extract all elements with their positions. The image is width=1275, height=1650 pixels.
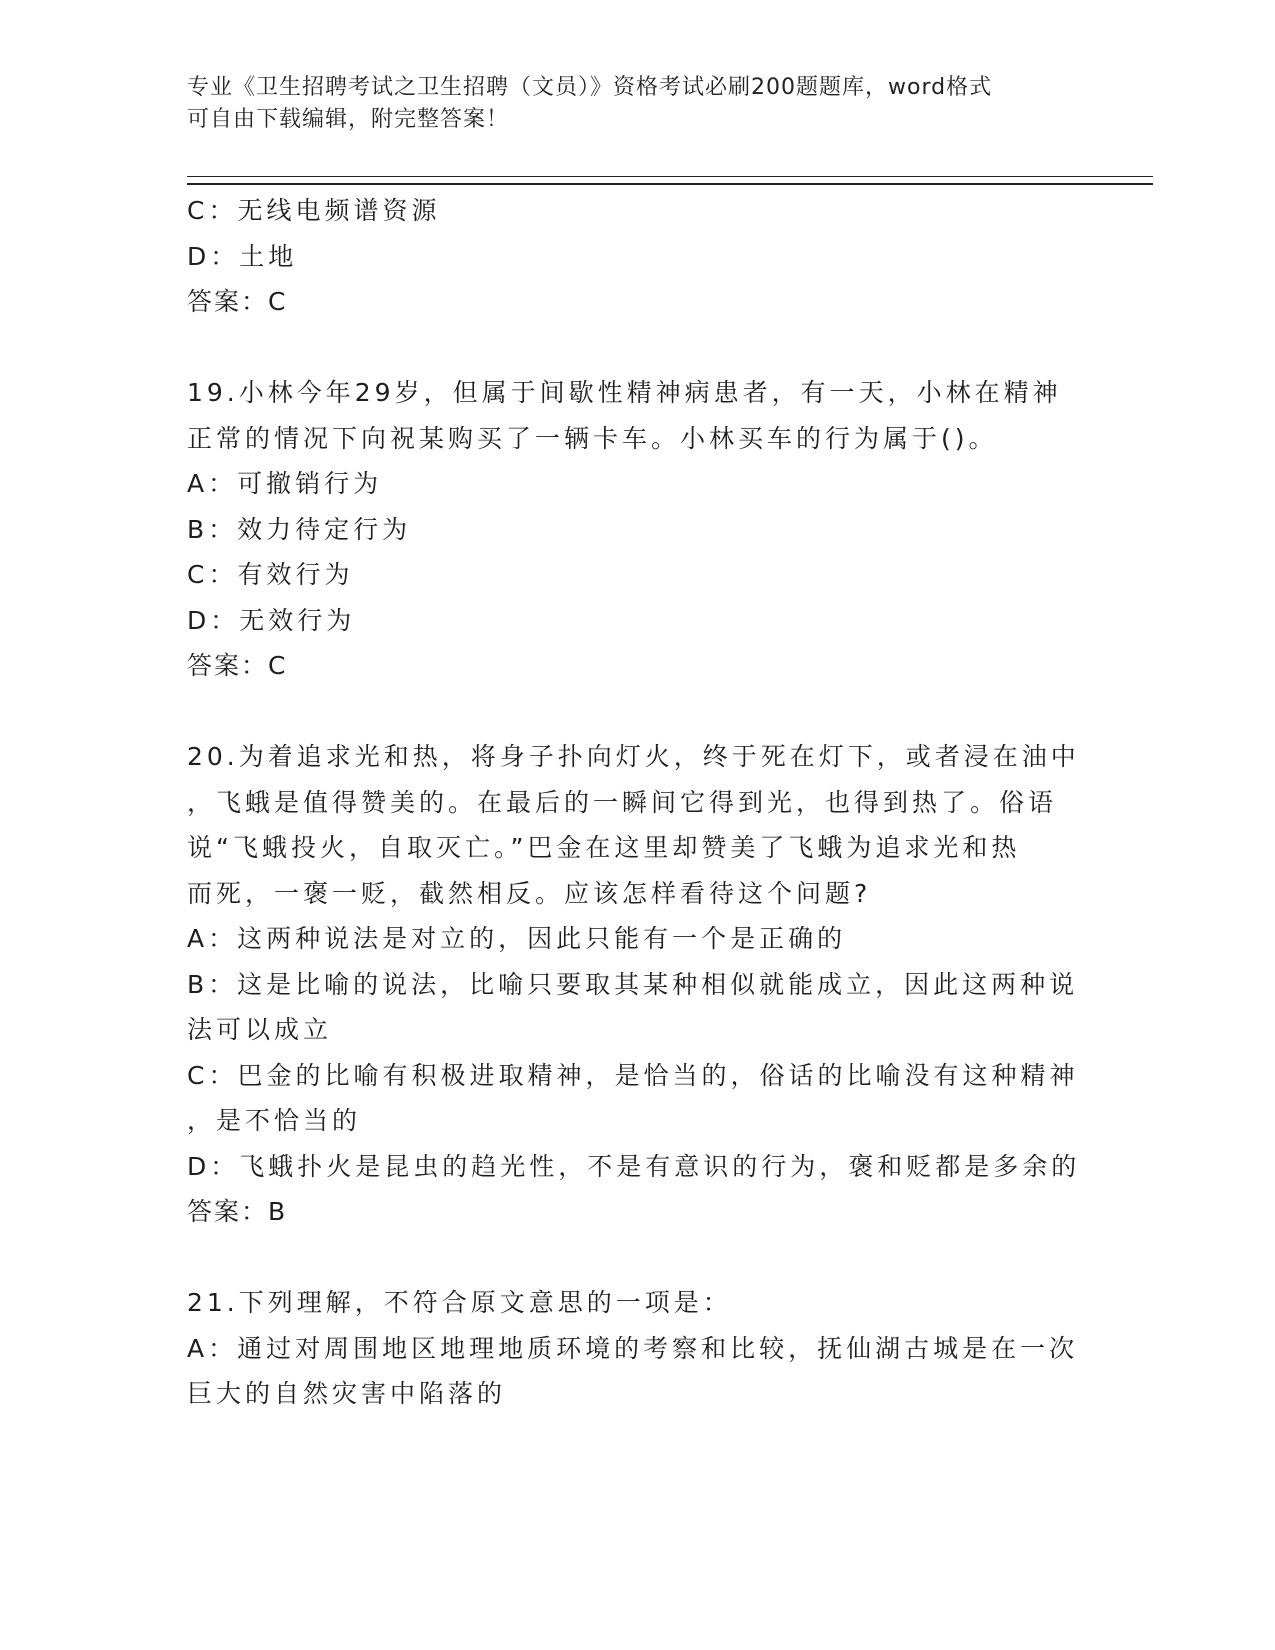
q20-stem-line-2: ，飞蛾是值得赞美的。在最后的一瞬间它得到光，也得到热了。俗语 bbox=[187, 787, 1058, 817]
q21-option-a-line-2: 巨大的自然灾害中陷落的 bbox=[187, 1379, 507, 1408]
q20-stem-line-4: 而死，一褒一贬，截然相反。应该怎样看待这个问题? bbox=[187, 878, 872, 908]
page-header bbox=[187, 72, 1067, 136]
question-18-tail bbox=[187, 188, 1087, 325]
q19-stem-line-2: 正常的情况下向祝某购买了一辆卡车。小林买车的行为属于()。 bbox=[187, 423, 998, 453]
q18-option-c: C：无线电频谱资源 bbox=[187, 196, 441, 225]
header-line-2: 可自由下载编辑，附完整答案！ bbox=[187, 107, 510, 132]
spacer bbox=[187, 1235, 1087, 1281]
q19-option-a: A：可撤销行为 bbox=[187, 469, 383, 498]
q19-stem-line-1: 19.小林今年29岁，但属于间歇性精神病患者，有一天，小林在精神 bbox=[187, 378, 1062, 407]
q20-option-a: A：这两种说法是对立的，因此只能有一个是正确的 bbox=[187, 924, 847, 953]
q18-option-d: D：土地 bbox=[187, 241, 298, 271]
q20-option-c-line-2: ，是不恰当的 bbox=[187, 1106, 362, 1135]
q20-stem-line-3: 说“飞蛾投火，自取灭亡。”巴金在这里却赞美了飞蛾为追求光和热 bbox=[187, 833, 1021, 862]
q19-option-c: C：有效行为 bbox=[187, 560, 354, 589]
q20-option-c-line-1: C：巴金的比喻有积极进取精神，是恰当的，俗话的比喻没有这种精神 bbox=[187, 1060, 1079, 1090]
question-21 bbox=[187, 1280, 1087, 1417]
q21-option-a-line-1: A：通过对周围地区地理地质环境的考察和比较，抚仙湖古城是在一次 bbox=[187, 1333, 1079, 1363]
q20-option-b-line-2: 法可以成立 bbox=[187, 1015, 333, 1044]
spacer bbox=[187, 689, 1087, 735]
q20-option-d: D：飞蛾扑火是昆虫的趋光性，不是有意识的行为，褒和贬都是多余的 bbox=[187, 1151, 1081, 1181]
q21-stem: 21.下列理解，不符合原文意思的一项是： bbox=[187, 1288, 732, 1317]
q18-answer: 答案：C bbox=[187, 287, 288, 316]
q20-answer: 答案：B bbox=[187, 1197, 288, 1226]
header-line-1: 专业《卫生招聘考试之卫生招聘（文员）》资格考试必刷200题题库，word格式 bbox=[187, 75, 993, 100]
spacer bbox=[187, 325, 1087, 371]
q19-option-d: D：无效行为 bbox=[187, 605, 356, 635]
q19-option-b: B：效力待定行为 bbox=[187, 514, 412, 544]
q20-option-b-line-1: B：这是比喻的说法，比喻只要取其某种相似就能成立，因此这两种说 bbox=[187, 969, 1079, 999]
q20-stem-line-1: 20.为着追求光和热，将身子扑向灯火，终于死在灯下，或者浸在油中 bbox=[187, 742, 1080, 771]
question-20 bbox=[187, 734, 1087, 1235]
header-divider bbox=[187, 176, 1153, 185]
question-content bbox=[187, 188, 1087, 1417]
q19-answer: 答案：C bbox=[187, 651, 288, 680]
question-19 bbox=[187, 370, 1087, 689]
